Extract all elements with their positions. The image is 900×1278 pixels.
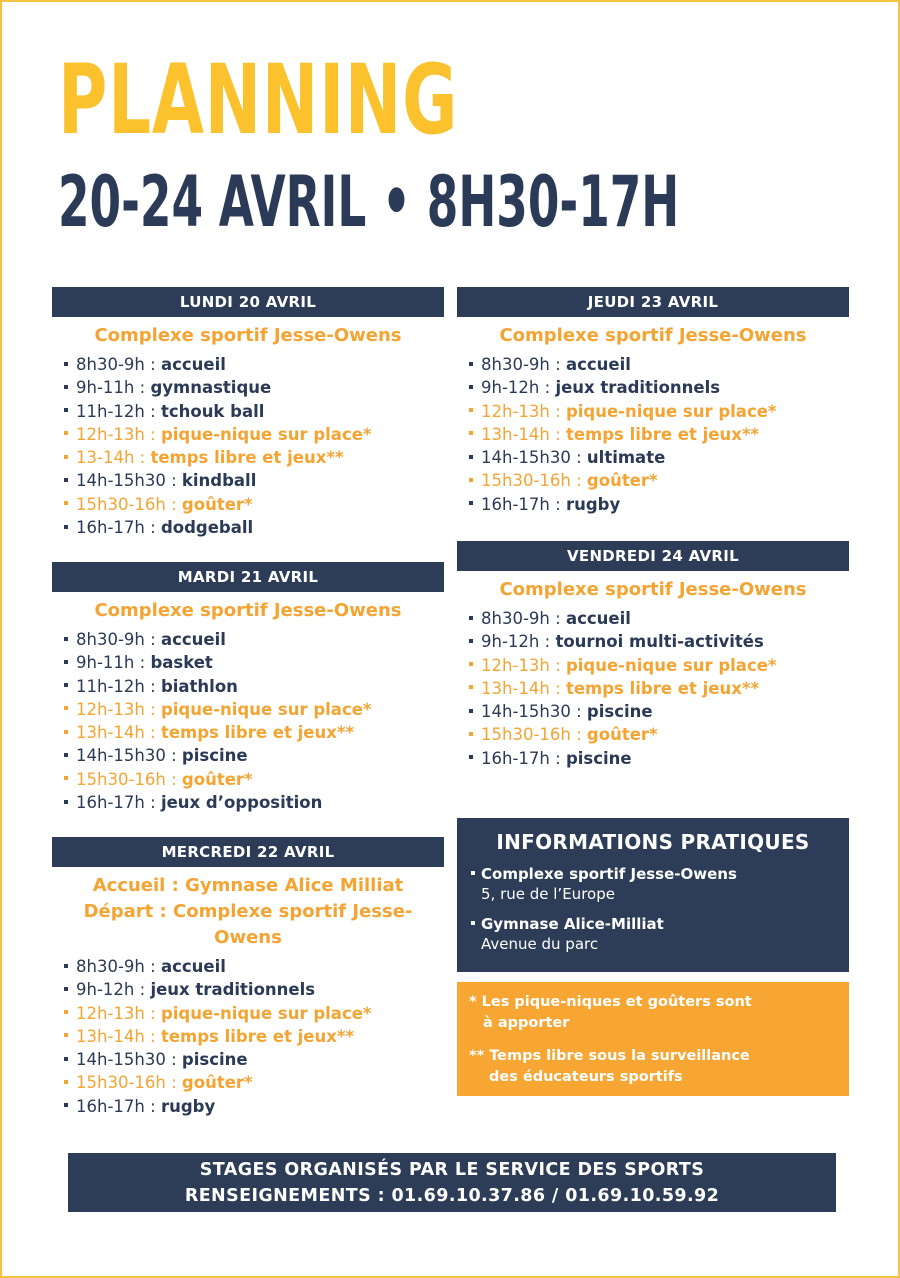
activity-item: 13-14h : temps libre et jeux**	[60, 446, 444, 469]
activity-item: 12h-13h : pique-nique sur place*	[465, 400, 849, 423]
activity-list	[52, 955, 444, 1118]
activity-item: 12h-13h : pique-nique sur place*	[60, 423, 444, 446]
activity-item: 13h-14h : temps libre et jeux**	[465, 677, 849, 700]
activity-list	[52, 353, 444, 539]
activity-item: 15h30-16h : goûter*	[465, 723, 849, 746]
activity-item: 16h-17h : jeux d’opposition	[60, 791, 444, 814]
activity-item: 14h-15h30 : kindball	[60, 469, 444, 492]
activity-item: 9h-12h : tournoi multi-activités	[465, 630, 849, 653]
info-panel	[457, 818, 849, 972]
location-departure: Départ : Complexe sportif Jesse-Owens	[83, 901, 413, 948]
activity-item: 13h-14h : temps libre et jeux**	[60, 1025, 444, 1048]
activity-item: 8h30-9h : accueil	[465, 607, 849, 630]
activity-item: 12h-13h : pique-nique sur place*	[465, 654, 849, 677]
day-header: MERCREDI 22 AVRIL	[52, 837, 444, 867]
activity-item: 14h-15h30 : piscine	[60, 1048, 444, 1071]
info-title: INFORMATIONS PRATIQUES	[496, 830, 810, 854]
info-place	[471, 864, 849, 904]
note-meals: * Les pique-niques et goûters sont à apporter	[469, 994, 752, 1031]
footer-banner	[68, 1153, 836, 1212]
activity-item: 12h-13h : pique-nique sur place*	[60, 1002, 444, 1025]
day-location: Complexe sportif Jesse-Owens	[499, 325, 807, 346]
day-monday	[52, 287, 444, 539]
bullet-icon	[471, 871, 475, 875]
activity-list	[457, 607, 849, 770]
place-name: Complexe sportif Jesse-Owens	[481, 865, 737, 883]
day-location: Complexe sportif Jesse-Owens	[499, 579, 807, 600]
day-friday	[457, 541, 849, 770]
activity-list	[457, 353, 849, 516]
activity-item: 9h-12h : jeux traditionnels	[60, 978, 444, 1001]
activity-item: 8h30-9h : accueil	[60, 353, 444, 376]
activity-item: 9h-12h : jeux traditionnels	[465, 376, 849, 399]
day-header: LUNDI 20 AVRIL	[52, 287, 444, 317]
day-location: Complexe sportif Jesse-Owens	[94, 325, 402, 346]
day-wednesday	[52, 837, 444, 1118]
activity-item: 16h-17h : dodgeball	[60, 516, 444, 539]
activity-item: 15h30-16h : goûter*	[60, 768, 444, 791]
activity-item: 13h-14h : temps libre et jeux**	[60, 721, 444, 744]
activity-item: 8h30-9h : accueil	[465, 353, 849, 376]
day-header: VENDREDI 24 AVRIL	[457, 541, 849, 571]
page-subtitle: 20-24 AVRIL • 8H30-17H	[58, 161, 680, 243]
day-tuesday	[52, 562, 444, 814]
place-name: Gymnase Alice-Milliat	[481, 915, 664, 933]
day-header: MARDI 21 AVRIL	[52, 562, 444, 592]
day-header: JEUDI 23 AVRIL	[457, 287, 849, 317]
day-location	[52, 873, 444, 951]
activity-item: 11h-12h : biathlon	[60, 675, 444, 698]
activity-item: 16h-17h : rugby	[465, 493, 849, 516]
footer-contact: RENSEIGNEMENTS : 01.69.10.37.86 / 01.69.10.59.92	[184, 1186, 720, 1206]
location-arrival: Accueil : Gymnase Alice Milliat	[92, 875, 404, 896]
activity-item: 13h-14h : temps libre et jeux**	[465, 423, 849, 446]
place-address: 5, rue de l’Europe	[481, 885, 615, 903]
activity-list	[52, 628, 444, 814]
activity-item: 15h30-16h : goûter*	[60, 1071, 444, 1094]
activity-item: 9h-11h : gymnastique	[60, 376, 444, 399]
activity-item: 8h30-9h : accueil	[60, 628, 444, 651]
activity-item: 16h-17h : piscine	[465, 747, 849, 770]
activity-item: 14h-15h30 : piscine	[60, 744, 444, 767]
activity-item: 14h-15h30 : piscine	[465, 700, 849, 723]
info-place	[471, 914, 849, 954]
activity-item: 8h30-9h : accueil	[60, 955, 444, 978]
day-thursday	[457, 287, 849, 516]
activity-item: 9h-11h : basket	[60, 651, 444, 674]
note-free-time: ** Temps libre sous la surveillance des éducateurs sportifs	[469, 1048, 750, 1085]
footer-organizer: STAGES ORGANISÉS PAR LE SERVICE DES SPORTS	[199, 1160, 705, 1180]
page-title: PLANNING	[58, 44, 459, 156]
activity-item: 14h-15h30 : ultimate	[465, 446, 849, 469]
activity-item: 15h30-16h : goûter*	[60, 493, 444, 516]
day-location: Complexe sportif Jesse-Owens	[94, 600, 402, 621]
bullet-icon	[471, 921, 475, 925]
activity-item: 12h-13h : pique-nique sur place*	[60, 698, 444, 721]
place-address: Avenue du parc	[481, 935, 599, 953]
activity-item: 15h30-16h : goûter*	[465, 469, 849, 492]
notes-panel	[457, 982, 849, 1096]
activity-item: 11h-12h : tchouk ball	[60, 400, 444, 423]
activity-item: 16h-17h : rugby	[60, 1095, 444, 1118]
